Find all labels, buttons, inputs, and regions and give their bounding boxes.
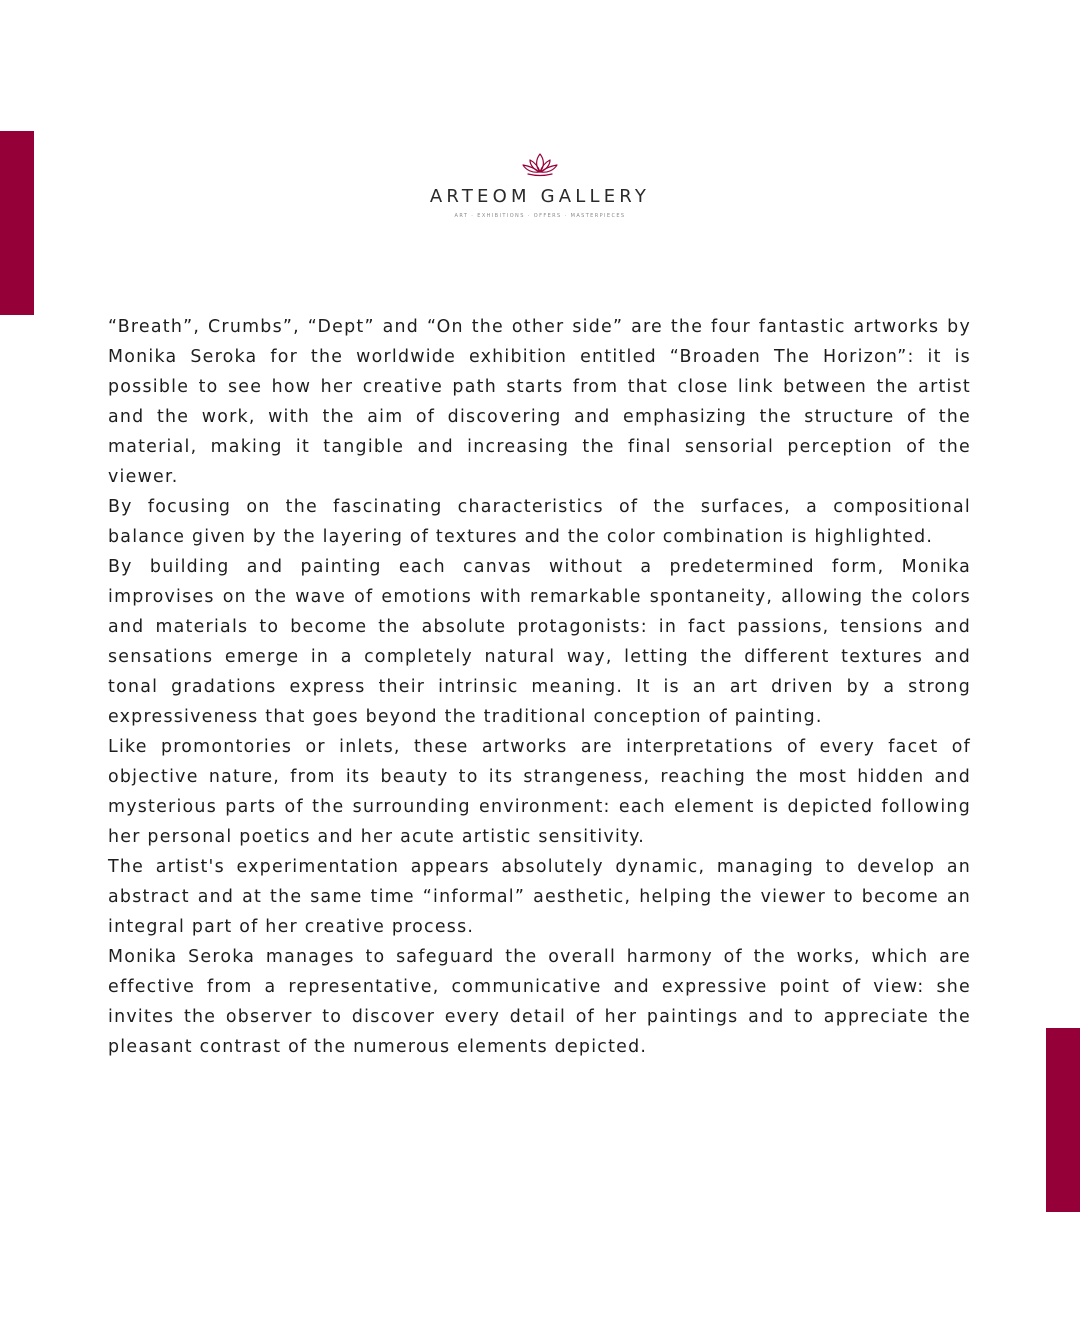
gallery-name: ARTEOM GALLERY [429, 186, 651, 207]
paragraph: The artist's experimentation appears absolutely dynamic, managing to develop an abstract and at the same time “informal” aesthetic, helping the viewer to become an integral part of her creative process. [108, 857, 971, 937]
paragraph: “Breath”, Crumbs”, “Dept” and “On the other side” are the four fantastic artworks by Monika Seroka for the worldwide exhibition entitled “Broaden The Horizon”: it is possible to see how her creative path starts from that close link between the artist and the work, with the aim of discovering and emphasizing the structure of the material, making it tangible and increasing the final sensorial perception of the viewer. [108, 317, 971, 487]
paragraph: Like promontories or inlets, these artworks are interpretations of every facet of objective nature, from its beauty to its strangeness, reaching the most hidden and mysterious parts of the surrounding environment: each element is depicted following her personal poetics and her acute artistic sensitivity. [108, 737, 971, 847]
paragraph: By focusing on the fascinating characteristics of the surfaces, a compositional balance given by the layering of textures and the color combination is highlighted. [108, 497, 971, 547]
paragraph: Monika Seroka manages to safeguard the overall harmony of the works, which are effective from a representative, communicative and expressive point of view: she invites the observer to discover every detail of her paintings and to appreciate the pleasant contrast of the numerous elements depicted. [108, 947, 971, 1057]
gallery-logo [0, 150, 1080, 219]
paragraph: By building and painting each canvas without a predetermined form, Monika improvises on the wave of emotions with remarkable spontaneity, allowing the colors and materials to become the absolute protagonists: in fact passions, tensions and sensations emerge in a completely natural way, letting the different textures and tonal gradations express their intrinsic meaning. It is an art driven by a strong expressiveness that goes beyond the traditional conception of painting. [108, 557, 971, 727]
article-body [108, 312, 971, 1062]
accent-bar-right [1046, 1028, 1080, 1212]
lotus-icon [520, 150, 560, 178]
gallery-tagline: ART · EXHIBITIONS · OFFERS · MASTERPIECES [454, 213, 626, 219]
